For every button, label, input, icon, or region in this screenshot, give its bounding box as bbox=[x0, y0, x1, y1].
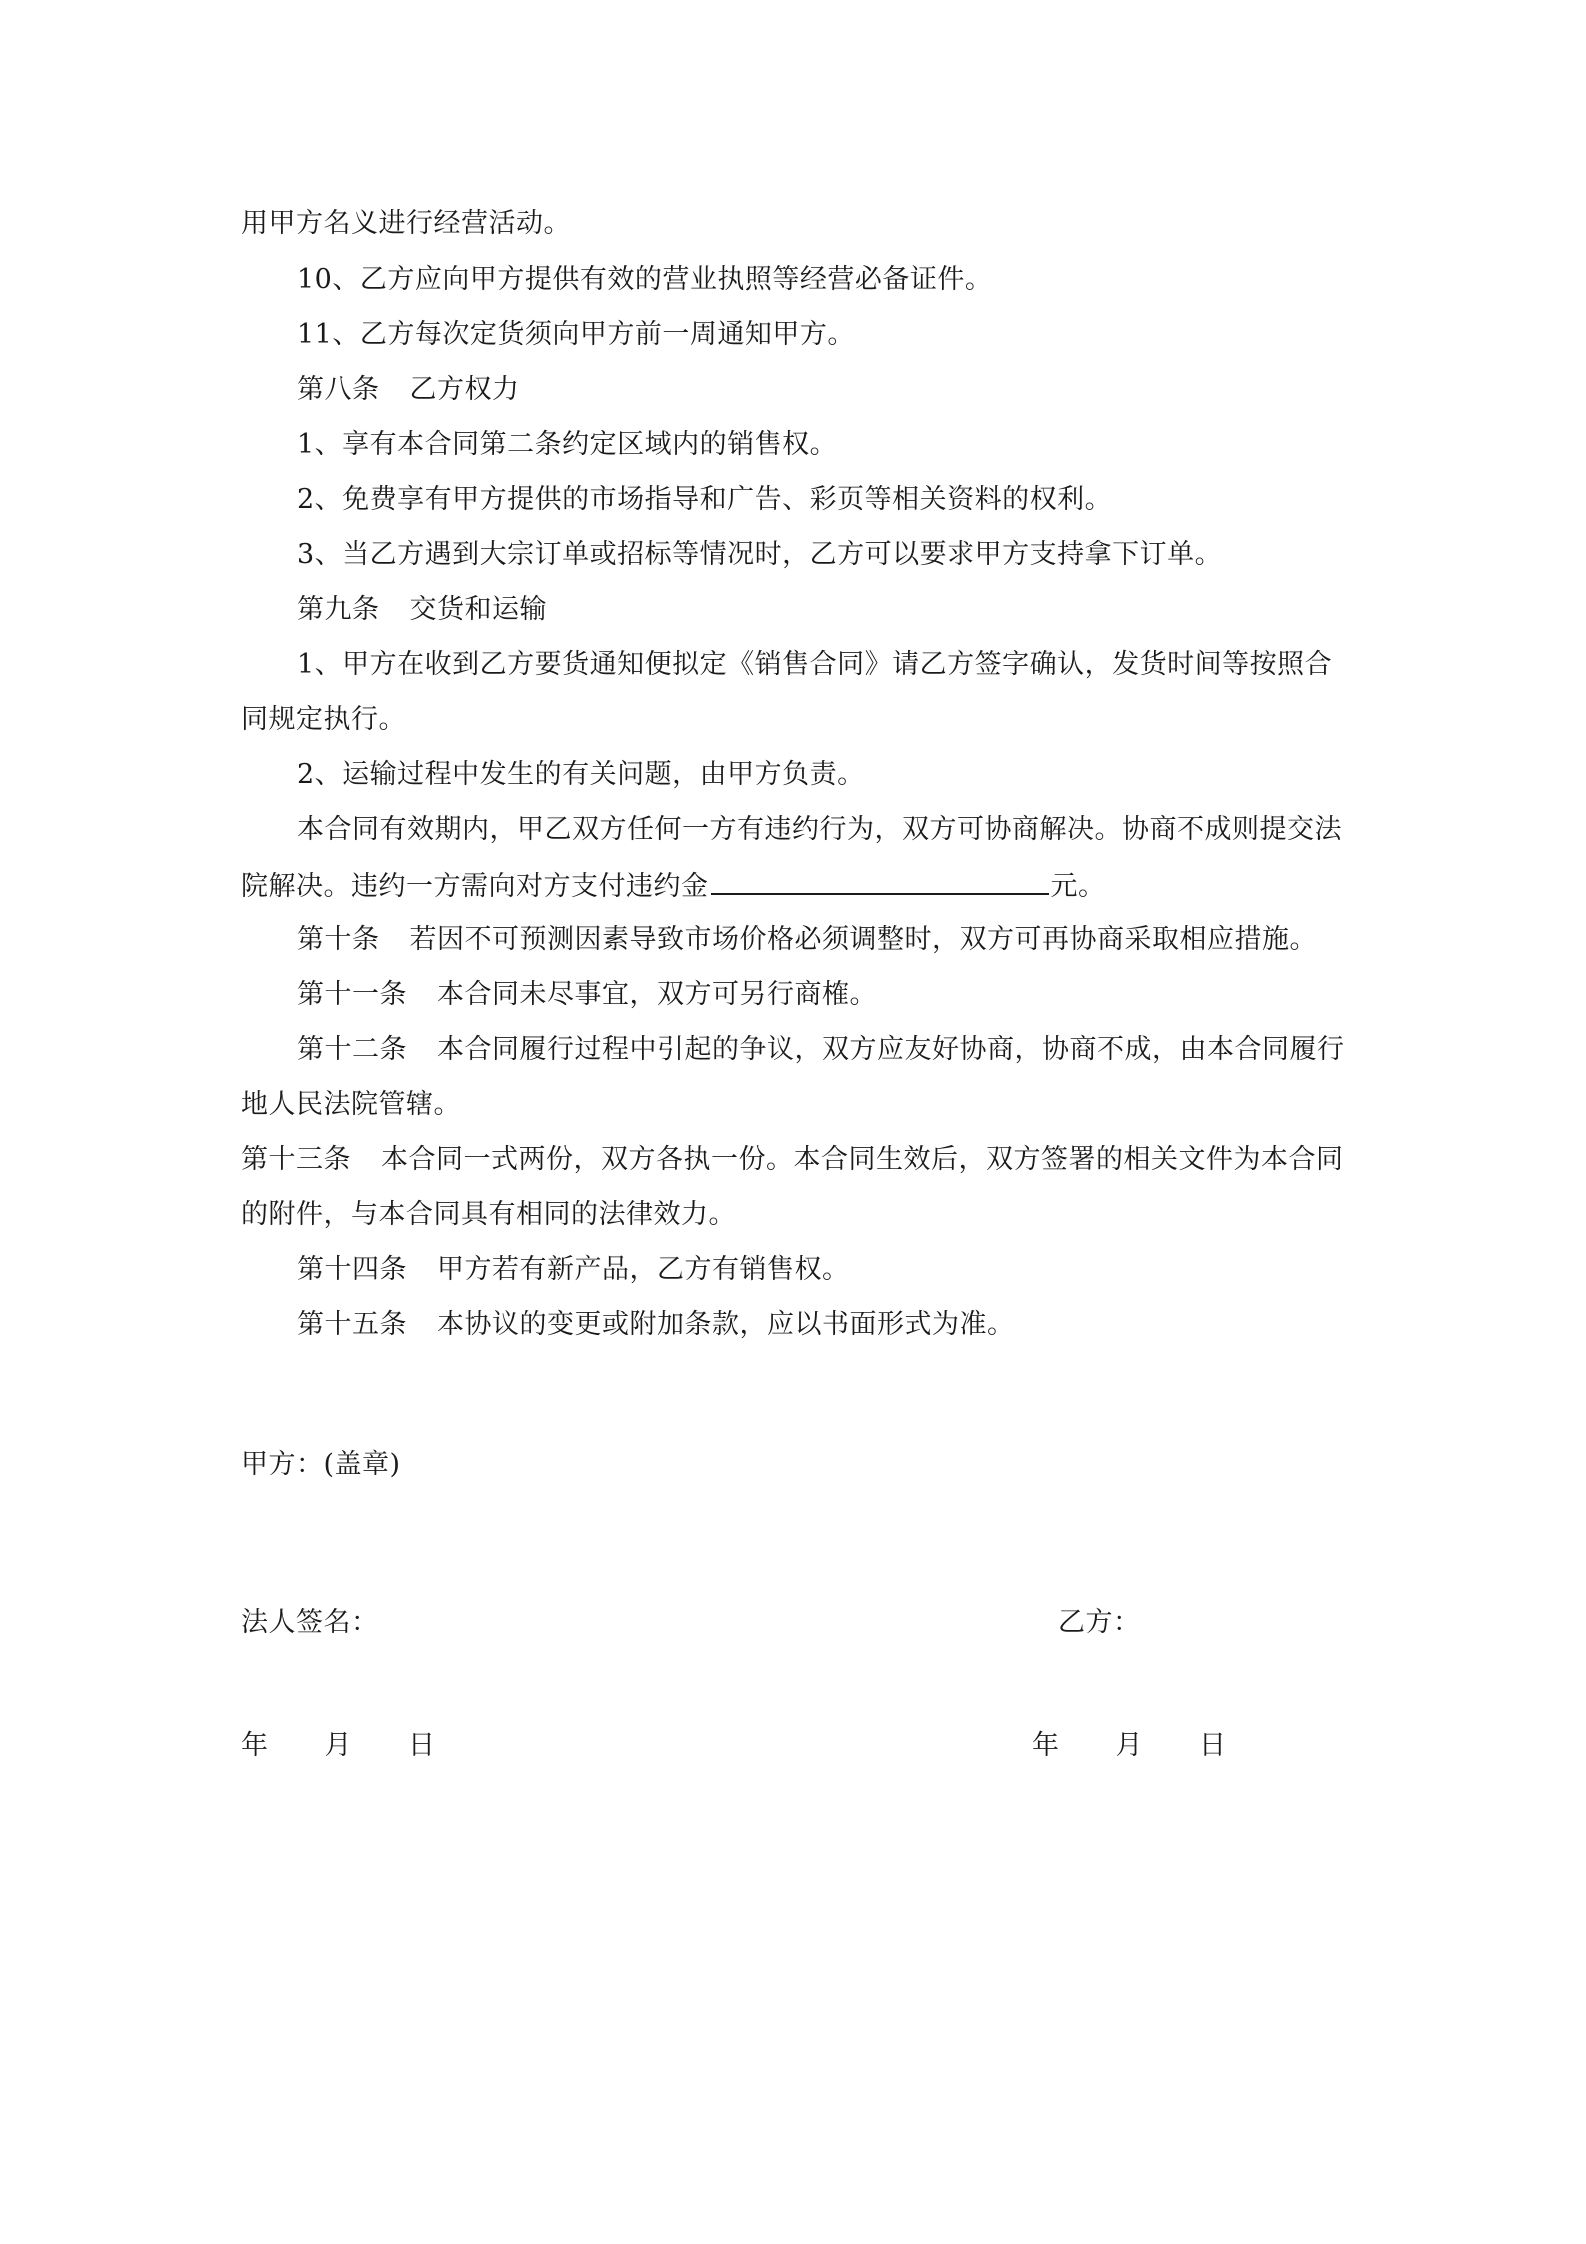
date-month: 月 bbox=[1115, 1730, 1143, 1761]
legal-rep-signature-label: 法人签名： bbox=[241, 1607, 379, 1638]
article-number: 第九条 bbox=[297, 594, 380, 625]
penalty-clause bbox=[241, 867, 1106, 905]
article bbox=[297, 977, 877, 1013]
article-number: 第八条 bbox=[297, 374, 380, 405]
article-number: 第十四条 bbox=[297, 1254, 407, 1285]
penalty-amount-blank bbox=[711, 867, 1049, 895]
date-day: 日 bbox=[408, 1730, 436, 1761]
clause-text: 本合同有效期内，甲乙双方任何一方有违约行为，双方可协商解决。协商不成则提交法 bbox=[297, 814, 1342, 845]
clause-text: 10、乙方应向甲方提供有效的营业执照等经营必备证件。 bbox=[297, 264, 993, 295]
article-number: 第十二条 bbox=[297, 1034, 407, 1065]
article-number: 第十五条 bbox=[297, 1309, 407, 1340]
clause-text: 2、运输过程中发生的有关问题，由甲方负责。 bbox=[297, 759, 865, 790]
article-heading bbox=[297, 592, 547, 628]
article-number: 第十一条 bbox=[297, 979, 407, 1010]
party-a-seal-label: 甲方：(盖章) bbox=[241, 1449, 401, 1480]
date-year: 年 bbox=[241, 1730, 269, 1761]
date-year: 年 bbox=[1032, 1730, 1060, 1761]
article bbox=[297, 1307, 1015, 1343]
date-month: 月 bbox=[324, 1730, 352, 1761]
article-text: 本协议的变更或附加条款，应以书面形式为准。 bbox=[437, 1309, 1015, 1340]
clause-text: 1、享有本合同第二条约定区域内的销售权。 bbox=[297, 429, 838, 460]
article-title: 乙方权力 bbox=[409, 374, 520, 405]
date-right bbox=[1032, 1728, 1227, 1764]
clause-text: 3、当乙方遇到大宗订单或招标等情况时，乙方可以要求甲方支持拿下订单。 bbox=[297, 539, 1223, 570]
date-left bbox=[241, 1728, 436, 1764]
clause-text: 同规定执行。 bbox=[241, 704, 406, 735]
article-text: 本合同履行过程中引起的争议，双方应友好协商，协商不成，由本合同履行 bbox=[437, 1034, 1345, 1065]
article-text: 本合同未尽事宜，双方可另行商榷。 bbox=[437, 979, 877, 1010]
penalty-unit: 元。 bbox=[1050, 871, 1106, 902]
article-text: 本合同一式两份，双方各执一份。本合同生效后，双方签署的相关文件为本合同 bbox=[381, 1144, 1344, 1175]
article bbox=[297, 1252, 850, 1288]
article-number: 第十条 bbox=[297, 924, 380, 955]
date-day: 日 bbox=[1199, 1730, 1227, 1761]
article-heading bbox=[297, 372, 520, 408]
party-b-label: 乙方： bbox=[1058, 1607, 1141, 1638]
article-title: 交货和运输 bbox=[409, 594, 547, 625]
article bbox=[297, 922, 1317, 958]
clause-text: 11、乙方每次定货须向甲方前一周通知甲方。 bbox=[297, 319, 855, 350]
clause-text: 地人民法院管辖。 bbox=[241, 1089, 461, 1120]
clause-text: 1、甲方在收到乙方要货通知便拟定《销售合同》请乙方签字确认，发货时间等按照合 bbox=[297, 649, 1333, 680]
clause-text: 的附件，与本合同具有相同的法律效力。 bbox=[241, 1199, 736, 1230]
article-number: 第十三条 bbox=[241, 1144, 351, 1175]
article-text: 甲方若有新产品，乙方有销售权。 bbox=[437, 1254, 850, 1285]
penalty-text: 院解决。违约一方需向对方支付违约金 bbox=[241, 871, 709, 902]
clause-text: 2、免费享有甲方提供的市场指导和广告、彩页等相关资料的权利。 bbox=[297, 484, 1113, 515]
article bbox=[297, 1032, 1345, 1068]
clause-text: 用甲方名义进行经营活动。 bbox=[241, 208, 571, 239]
article bbox=[241, 1142, 1344, 1178]
article-text: 若因不可预测因素导致市场价格必须调整时，双方可再协商采取相应措施。 bbox=[409, 924, 1317, 955]
